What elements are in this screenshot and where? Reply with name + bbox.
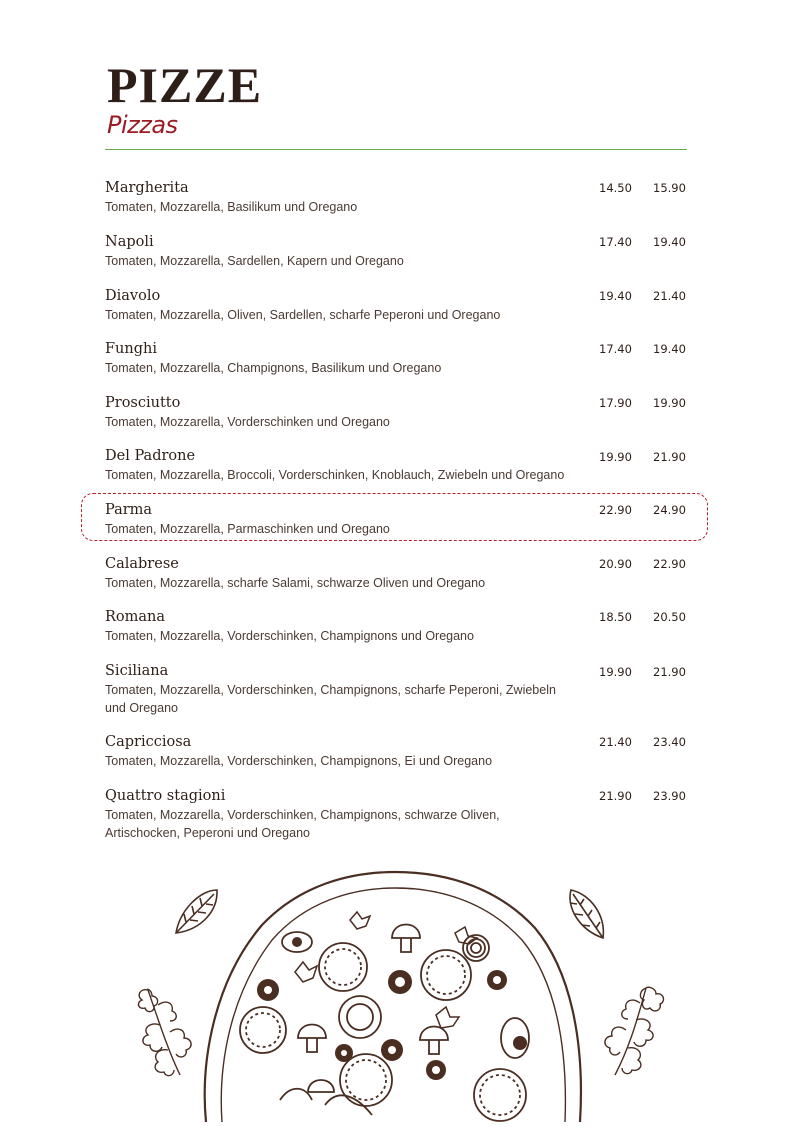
parsley-sprig-icon <box>138 987 663 1075</box>
item-description: Tomaten, Mozzarella, Sardellen, Kapern und Oregano <box>105 254 404 268</box>
menu-item <box>105 555 695 592</box>
price-large: 21.90 <box>653 665 686 679</box>
price-small: 18.50 <box>599 610 632 624</box>
item-name: Napoli <box>105 234 154 250</box>
item-name: Quattro stagioni <box>105 788 226 804</box>
price-small: 22.90 <box>599 503 632 517</box>
menu-item <box>105 501 695 538</box>
item-name: Romana <box>105 609 166 625</box>
price-large: 15.90 <box>653 181 686 195</box>
item-name: Funghi <box>105 341 157 357</box>
menu-item <box>105 340 695 377</box>
price-small: 21.40 <box>599 735 632 749</box>
price-large: 21.90 <box>653 450 686 464</box>
illustration <box>0 860 793 1122</box>
item-name: Margherita <box>105 180 189 196</box>
price-small: 20.90 <box>599 557 632 571</box>
item-description: Tomaten, Mozzarella, Parmaschinken und Oregano <box>105 522 390 536</box>
item-description: Tomaten, Mozzarella, scharfe Salami, schwarze Oliven und Oregano <box>105 576 486 590</box>
price-small: 17.40 <box>599 235 632 249</box>
item-name: Parma <box>105 502 153 518</box>
item-name: Capricciosa <box>105 734 192 750</box>
item-description: Tomaten, Mozzarella, Vorderschinken, Champignons und Oregano <box>105 629 474 643</box>
item-name: Calabrese <box>105 556 179 572</box>
menu-item <box>105 733 695 770</box>
item-description: Tomaten, Mozzarella, Basilikum und Oregano <box>105 200 358 214</box>
menu-item <box>105 662 695 717</box>
menu-item <box>105 447 695 484</box>
page-subtitle: Pizzas <box>107 111 178 139</box>
item-description: Tomaten, Mozzarella, Broccoli, Vorderschinken, Knoblauch, Zwiebeln und Oregano <box>105 468 565 482</box>
price-large: 19.40 <box>653 235 686 249</box>
menu-item <box>105 179 695 216</box>
item-description: Tomaten, Mozzarella, Vorderschinken und Oregano <box>105 415 390 429</box>
price-large: 24.90 <box>653 503 686 517</box>
price-large: 22.90 <box>653 557 686 571</box>
item-name: Siciliana <box>105 663 169 679</box>
item-description: Tomaten, Mozzarella, Champignons, Basilikum und Oregano <box>105 361 442 375</box>
item-description: Tomaten, Mozzarella, Oliven, Sardellen, scharfe Peperoni und Oregano <box>105 308 501 322</box>
price-small: 19.90 <box>599 665 632 679</box>
item-description: Tomaten, Mozzarella, Vorderschinken, Champignons, schwarze Oliven, Artischocken, Peperoni und Oregano <box>105 808 500 840</box>
item-name: Del Padrone <box>105 448 196 464</box>
price-small: 17.90 <box>599 396 632 410</box>
menu-item <box>105 287 695 324</box>
basil-leaf-icon <box>176 890 603 938</box>
price-small: 17.40 <box>599 342 632 356</box>
page-title: PIZZE <box>107 57 263 113</box>
item-description: Tomaten, Mozzarella, Vorderschinken, Champignons, scharfe Peperoni, Zwiebeln und Oregano <box>105 683 556 715</box>
menu-item <box>105 608 695 645</box>
price-large: 20.50 <box>653 610 686 624</box>
menu-item <box>105 233 695 270</box>
price-small: 19.40 <box>599 289 632 303</box>
price-large: 23.90 <box>653 789 686 803</box>
price-small: 21.90 <box>599 789 632 803</box>
price-small: 19.90 <box>599 450 632 464</box>
price-large: 19.40 <box>653 342 686 356</box>
item-name: Diavolo <box>105 288 161 304</box>
price-large: 19.90 <box>653 396 686 410</box>
menu-item <box>105 787 695 842</box>
pizza-illustration-icon <box>0 860 793 1122</box>
price-large: 21.40 <box>653 289 686 303</box>
price-large: 23.40 <box>653 735 686 749</box>
item-description: Tomaten, Mozzarella, Vorderschinken, Champignons, Ei und Oregano <box>105 754 493 768</box>
item-name: Prosciutto <box>105 395 181 411</box>
divider <box>105 149 687 150</box>
menu-item <box>105 394 695 431</box>
price-small: 14.50 <box>599 181 632 195</box>
